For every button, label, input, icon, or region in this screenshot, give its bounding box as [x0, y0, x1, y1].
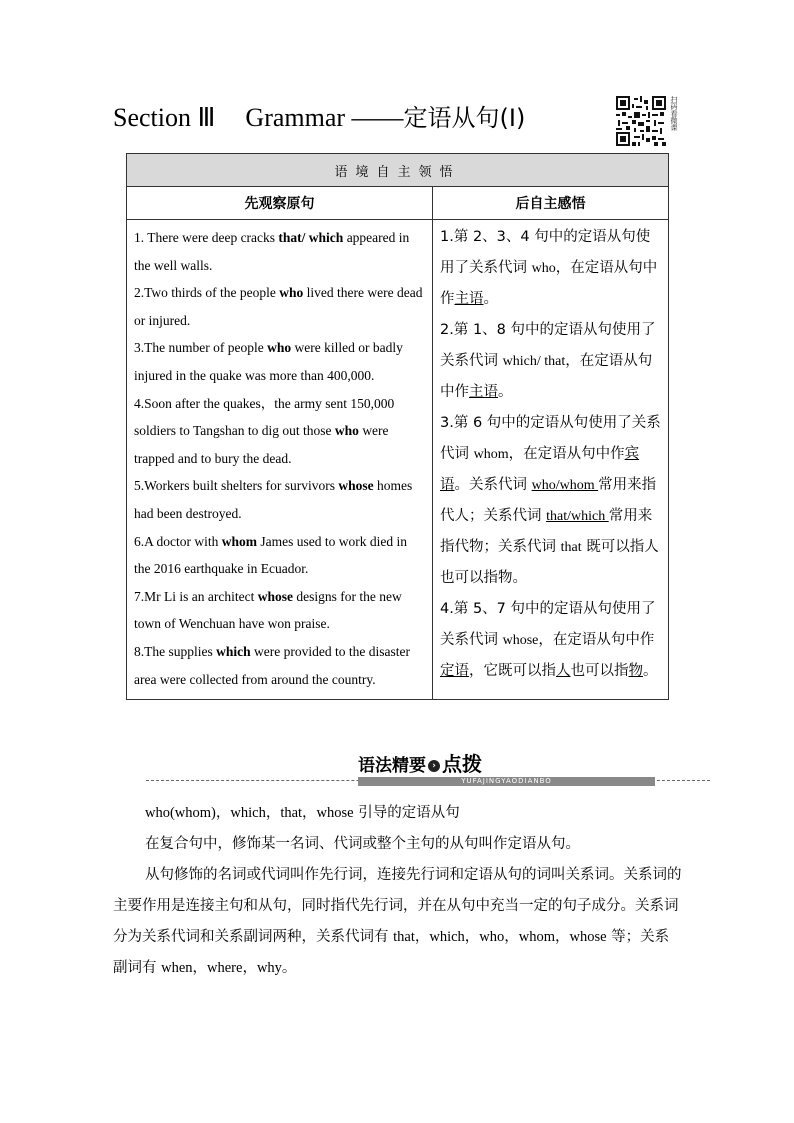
- example-sentence-2: 2.Two thirds of the people who lived there were dead or injured.: [134, 285, 423, 328]
- column-header-left: 先观察原句: [127, 187, 433, 220]
- grammar-label: Grammar ——: [245, 103, 404, 132]
- section-label: Section Ⅲ: [113, 103, 216, 132]
- insight-1: 1.第 2、3、4 句中的定语从句使用了关系代词 who，在定语从句中作主语。: [440, 229, 658, 307]
- context-table: [126, 153, 669, 700]
- insight-2: 2.第 1、8 句中的定语从句使用了关系代词 which/ that，在定语从句中作主语。: [440, 322, 656, 400]
- banner-pinyin: YUFAJINGYAODIANBO: [358, 777, 655, 786]
- arrow-right-icon: ›: [428, 760, 440, 772]
- paragraph-explanation: 从句修饰的名词或代词叫作先行词，连接先行词和定语从句的词叫关系词。关系词的主要作用是连接主句和从句，同时指代先行词，并在从句中充当一定的句子成分。关系词分为关系代词和关系副词两种，关系代词有 that，which，who，whom，whose 等；关系副词有 when，where，why。: [113, 867, 682, 976]
- example-sentence-6: 6.A doctor with whom James used to work died in the 2016 earthquake in Ecuador.: [134, 533, 407, 577]
- paragraph-definition: 在复合句中，修饰某一名词、代词或整个主句的从句叫作定语从句。: [145, 836, 580, 852]
- qr-caption: 扫码看微课: [670, 96, 678, 131]
- table-header: 语境自主领悟: [127, 154, 669, 187]
- insights: [433, 220, 669, 700]
- page-title: [113, 98, 525, 138]
- banner-label: 语法精要 › 点拨: [358, 752, 482, 776]
- example-sentence-1: 1. There were deep cracks that/ which appeared in the well walls.: [134, 230, 410, 273]
- example-sentence-7: 7.Mr Li is an architect whose designs for the new town of Wenchuan have won praise.: [134, 588, 402, 632]
- insight-4: 4.第 5、7 句中的定语从句使用了关系代词 whose，在定语从句中作定语，它既可以指人也可以指物。: [440, 601, 658, 679]
- paragraph-heading: who(whom)，which，that，whose 引导的定语从句: [145, 805, 460, 821]
- column-header-right: 后自主感悟: [433, 187, 669, 220]
- insight-3: 3.第 6 句中的定语从句使用了关系代词 whom，在定语从句中作宾语。关系代词 who/whom 常用来指代人；关系代词 that/which 常用来指代物；关系代词 that 既可以指人也可以指物。: [440, 415, 661, 586]
- example-sentence-4: 4.Soon after the quakes，the army sent 150,000 soldiers to Tangshan to dig out those who were trapped and to bury the dead.: [134, 395, 395, 466]
- qr-code-icon[interactable]: [616, 96, 666, 146]
- example-sentence-3: 3.The number of people who were killed or badly injured in the quake was more than 400,000.: [134, 340, 403, 383]
- topic-label: 定语从句(Ⅰ): [403, 104, 526, 132]
- example-sentence-8: 8.The supplies which were provided to the disaster area were collected from around the country.: [134, 643, 410, 687]
- section-banner: [140, 750, 710, 790]
- example-sentences: [127, 220, 433, 700]
- example-sentence-5: 5.Workers built shelters for survivors whose homes had been destroyed.: [134, 478, 413, 521]
